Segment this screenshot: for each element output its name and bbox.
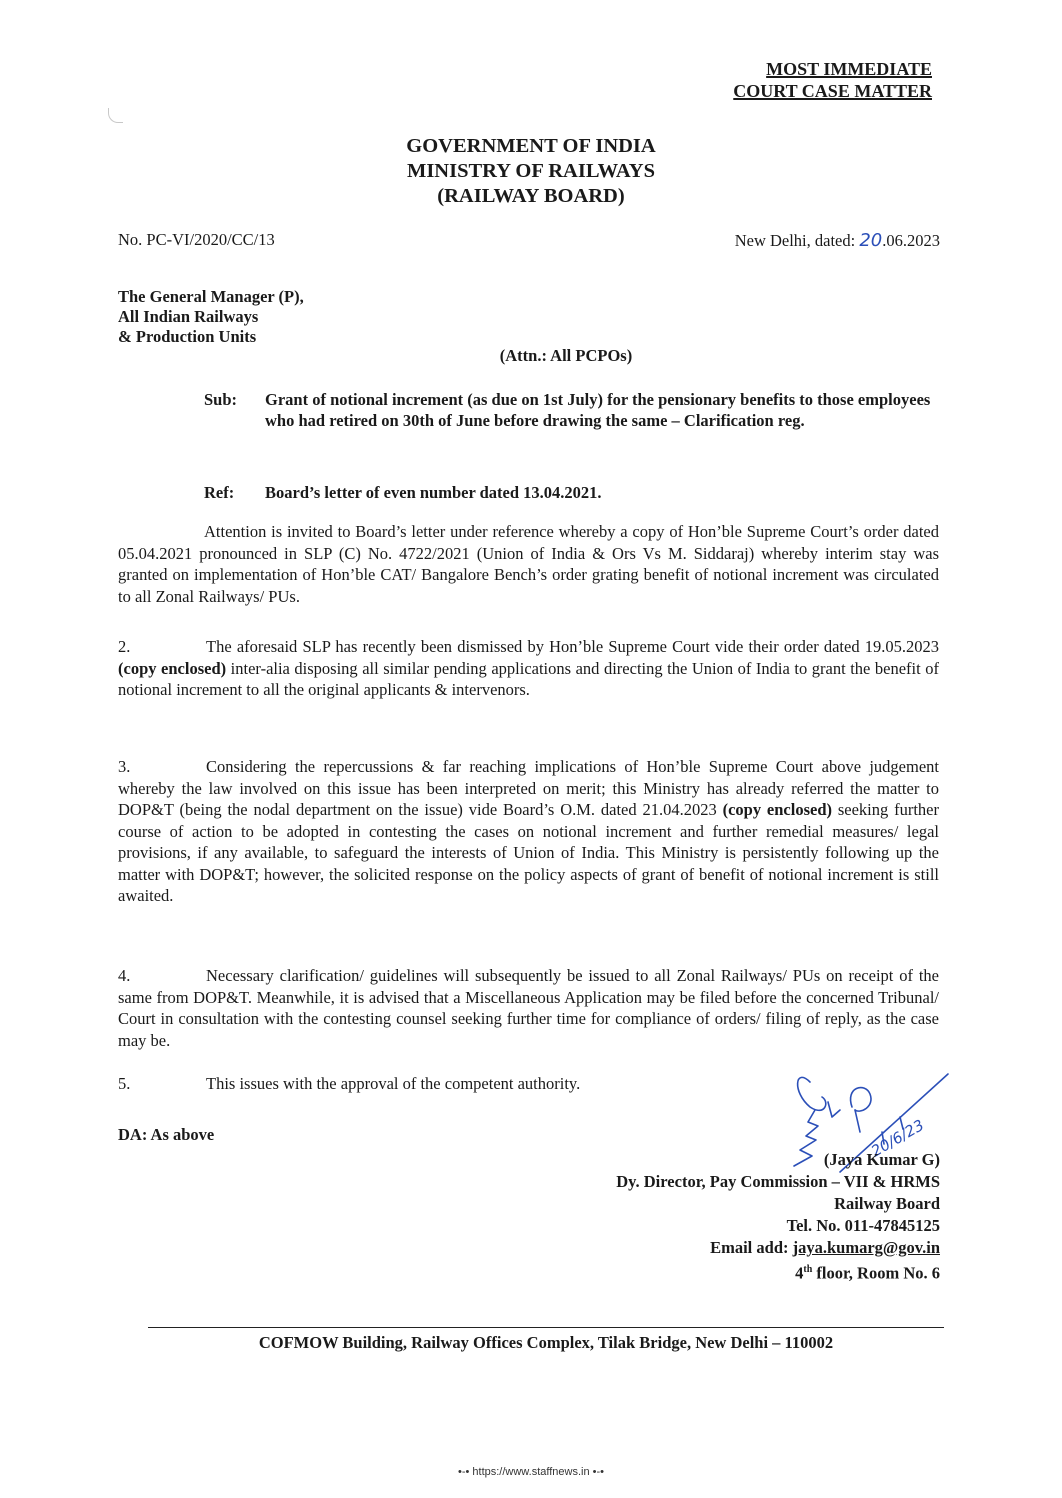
letter-date [735,230,940,251]
letterhead-ministry: MINISTRY OF RAILWAYS [406,160,655,182]
priority-line-2: COURT CASE MATTER [733,81,932,101]
date-rest: .06.2023 [882,231,940,250]
email-link[interactable]: jaya.kumarg@gov.in [792,1238,940,1257]
floor-ordinal: th [803,1264,813,1275]
subject-block [204,389,944,431]
date-prefix: New Delhi, dated: [734,231,860,250]
paragraph-3-text-b: seeking further course of action to be adopted in contesting the cases on notional increment and further remedial measures/ legal provisions, if any available, to safeguard the interests of Union of India. This Ministry is persistently following up the matter with DOP&T; however, the solicited response on the policy aspects of grant of benefit of notional increment is still awaited. [118,800,939,905]
signatory-name: (Jaya Kumar G) [823,1150,940,1169]
letterhead-government: GOVERNMENT OF INDIA [406,135,656,157]
email-label: Email add: [710,1238,793,1257]
signatory-telephone: Tel. No. 011-47845125 [786,1216,940,1235]
paragraph-4-number: 4. [118,966,131,985]
paragraph-3 [118,756,939,907]
paragraph-4-text: Necessary clarification/ guidelines will subsequently be issued to all Zonal Railways/ PUs on receipt of the same from DOP&T. Meanwhile, it is advised that a Miscellaneous Application may be filed before the concerned Tribunal/ Court in consultation with the contesting counsel seeking further time for compliance of orders/ filing of reply, as the case may be. [118,966,939,1050]
paragraph-1: Attention is invited to Board’s letter under reference whereby a copy of Hon’ble Supreme Court’s order dated 05.04.2021 pronounced in SLP (C) No. 4722/2021 (Union of India & Ors Vs M. Siddaraj) whereby interim stay was granted on implementation of Hon’ble CAT/ Bangalore Bench’s order grating benefit of notional increment was circulated to all Zonal Railways/ PUs. [118,522,939,606]
reference-block [204,483,944,503]
copy-enclosed-note: (copy enclosed) [118,658,227,678]
scan-artifact [108,108,123,123]
addressee-line-2: All Indian Railways [118,307,259,326]
paragraph-5-number: 5. [118,1074,131,1093]
letterhead-board: (RAILWAY BOARD) [437,185,625,207]
reference-text: Board’s letter of even number dated 13.04.2021. [265,483,602,502]
addressee-line-1: The General Manager (P), [118,287,304,306]
signatory-designation: Dy. Director, Pay Commission – VII & HRMS [616,1172,940,1191]
subject-text: Grant of notional increment (as due on 1st July) for the pensionary benefits to those employees who had retired on 30th of June before drawing the same – Clarification reg. [265,390,931,430]
paragraph-2-text-a: The aforesaid SLP has recently been dismissed by Hon’ble Supreme Court vide their order dated 19.05.2023 [206,637,939,656]
enclosure-note: DA: As above [118,1125,215,1144]
footer-address: COFMOW Building, Railway Offices Complex, Tilak Bridge, New Delhi – 110002 [258,1333,834,1352]
reference-label: Ref: [204,483,235,502]
signatory-email-line [616,1237,940,1259]
addressee-line-3: & Production Units [118,327,257,346]
attention-line: (Attn.: All PCPOs) [499,346,633,365]
signature-date: 20/6/23 [868,1115,928,1161]
paragraph-3-number: 3. [118,757,131,776]
floor-room: floor, Room No. 6 [812,1263,940,1283]
footer-divider [148,1327,944,1328]
paragraph-4 [118,965,939,1051]
addressee-block [118,287,304,347]
date-day-handwritten: 20 [859,230,883,251]
subject-label: Sub: [204,390,238,409]
source-watermark: •-• https://www.staffnews.in •-• [457,1466,605,1478]
copy-enclosed-note: (copy enclosed) [722,800,832,819]
signatory-office: Railway Board [834,1194,940,1213]
paragraph-2-text-b: inter-alia disposing all similar pending applications and directing the Union of India to grant the benefit of notional increment to all the original applicants & intervenors. [118,658,940,699]
priority-line-1: MOST IMMEDIATE [766,59,932,79]
signatory-room [616,1259,940,1285]
paragraph-5-text: This issues with the approval of the competent authority. [206,1074,581,1093]
floor-number: 4 [795,1263,804,1283]
paragraph-3-text-a: Considering the repercussions & far reaching implications of Hon’ble Supreme Court above judgement whereby the law involved on this issue has been interpreted on merit; this Ministry has already referred the matter to DOP&T (being the nodal department on the issue) vide Board’s O.M. dated 21.04.2023 [118,757,939,819]
signatory-block [616,1149,940,1285]
paragraph-2-number: 2. [118,637,131,656]
letterhead [0,134,1062,209]
letter-number: No. PC-VI/2020/CC/13 [118,230,275,249]
priority-marking [733,58,932,102]
paragraph-2 [118,636,939,701]
